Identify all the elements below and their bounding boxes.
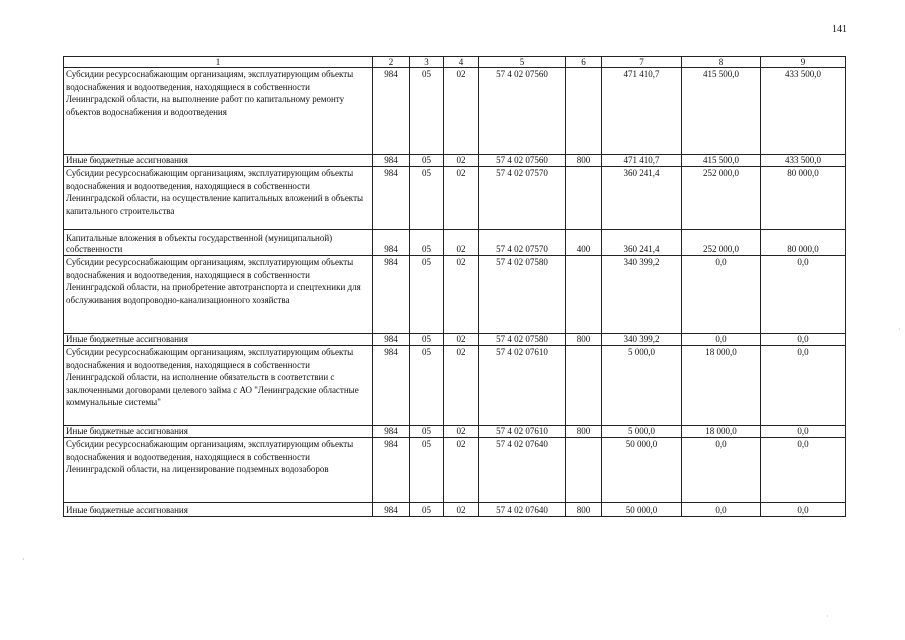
row-description: Иные бюджетные ассигнования — [64, 426, 373, 438]
cell-code: 984 — [373, 167, 410, 230]
budget-table — [63, 56, 846, 517]
scan-speck: · — [898, 325, 901, 334]
row-description: Субсидии ресурсоснабжающим организациям, эксплуатирующим объекты водоснабжения и водоотведения, находящиеся в собственности Ленинградской области, на лицензирование подземных водозаборов — [64, 438, 373, 503]
cell-section: 05 — [410, 503, 444, 517]
cell-amount-3: 80 000,0 — [761, 230, 846, 256]
scan-speck: · — [826, 612, 829, 621]
cell-amount-1: 471 410,7 — [602, 155, 682, 167]
cell-expense-type — [566, 167, 602, 230]
row-description: Иные бюджетные ассигнования — [64, 503, 373, 517]
cell-amount-1: 5 000,0 — [602, 426, 682, 438]
cell-amount-2: 0,0 — [682, 256, 761, 334]
cell-amount-1: 340 399,2 — [602, 334, 682, 346]
cell-amount-2: 415 500,0 — [682, 68, 761, 155]
cell-amount-1: 50 000,0 — [602, 503, 682, 517]
table-row — [64, 438, 846, 503]
cell-amount-2: 0,0 — [682, 438, 761, 503]
cell-section: 05 — [410, 167, 444, 230]
cell-expense-type: 800 — [566, 426, 602, 438]
cell-amount-3: 0,0 — [761, 503, 846, 517]
table-header-row — [64, 57, 846, 68]
cell-expense-type — [566, 68, 602, 155]
column-header: 8 — [682, 57, 761, 68]
row-description: Иные бюджетные ассигнования — [64, 334, 373, 346]
column-header: 6 — [566, 57, 602, 68]
cell-amount-1: 5 000,0 — [602, 346, 682, 426]
column-header: 4 — [444, 57, 479, 68]
table-row — [64, 334, 846, 346]
cell-code: 984 — [373, 426, 410, 438]
cell-expense-type: 400 — [566, 230, 602, 256]
row-description: Субсидии ресурсоснабжающим организациям, эксплуатирующим объекты водоснабжения и водоотведения, находящиеся в собственности Ленинградской области, на исполнение обязательств в соответствии с заключенными договорами целевого займа с АО "Ленинградские областные коммунальные системы" — [64, 346, 373, 426]
column-header: 7 — [602, 57, 682, 68]
cell-amount-2: 252 000,0 — [682, 230, 761, 256]
table-row — [64, 68, 846, 155]
cell-amount-2: 0,0 — [682, 334, 761, 346]
cell-target-article: 57 4 02 07580 — [479, 334, 566, 346]
cell-target-article: 57 4 02 07640 — [479, 438, 566, 503]
cell-amount-3: 0,0 — [761, 346, 846, 426]
cell-amount-3: 80 000,0 — [761, 167, 846, 230]
cell-expense-type: 800 — [566, 155, 602, 167]
column-header: 1 — [64, 57, 373, 68]
cell-amount-2: 415 500,0 — [682, 155, 761, 167]
cell-target-article: 57 4 02 07640 — [479, 503, 566, 517]
cell-code: 984 — [373, 256, 410, 334]
cell-section: 05 — [410, 155, 444, 167]
cell-amount-3: 433 500,0 — [761, 68, 846, 155]
cell-subsection: 02 — [444, 334, 479, 346]
cell-code: 984 — [373, 230, 410, 256]
cell-subsection: 02 — [444, 167, 479, 230]
cell-section: 05 — [410, 346, 444, 426]
cell-section: 05 — [410, 438, 444, 503]
cell-subsection: 02 — [444, 68, 479, 155]
cell-amount-1: 471 410,7 — [602, 68, 682, 155]
table-row — [64, 155, 846, 167]
cell-amount-2: 18 000,0 — [682, 346, 761, 426]
cell-amount-2: 18 000,0 — [682, 426, 761, 438]
cell-code: 984 — [373, 68, 410, 155]
cell-amount-3: 0,0 — [761, 334, 846, 346]
cell-section: 05 — [410, 256, 444, 334]
cell-target-article: 57 4 02 07580 — [479, 256, 566, 334]
column-header: 3 — [410, 57, 444, 68]
cell-code: 984 — [373, 346, 410, 426]
cell-expense-type: 800 — [566, 503, 602, 517]
cell-amount-2: 252 000,0 — [682, 167, 761, 230]
cell-amount-3: 0,0 — [761, 438, 846, 503]
cell-target-article: 57 4 02 07610 — [479, 346, 566, 426]
cell-amount-1: 50 000,0 — [602, 438, 682, 503]
cell-subsection: 02 — [444, 256, 479, 334]
row-description: Субсидии ресурсоснабжающим организациям, эксплуатирующим объекты водоснабжения и водоотведения, находящиеся в собственности Ленинградской области, на приобретение автотранспорта и спецтехники для обслуживания водопроводно-канализационного хозяйства — [64, 256, 373, 334]
cell-amount-3: 433 500,0 — [761, 155, 846, 167]
cell-target-article: 57 4 02 07560 — [479, 68, 566, 155]
column-header: 2 — [373, 57, 410, 68]
cell-target-article: 57 4 02 07560 — [479, 155, 566, 167]
cell-amount-3: 0,0 — [761, 426, 846, 438]
cell-target-article: 57 4 02 07570 — [479, 167, 566, 230]
row-description: Иные бюджетные ассигнования — [64, 155, 373, 167]
cell-section: 05 — [410, 68, 444, 155]
table-row — [64, 503, 846, 517]
cell-subsection: 02 — [444, 155, 479, 167]
table-row — [64, 256, 846, 334]
cell-section: 05 — [410, 230, 444, 256]
cell-code: 984 — [373, 334, 410, 346]
column-header: 5 — [479, 57, 566, 68]
table-row — [64, 346, 846, 426]
cell-subsection: 02 — [444, 503, 479, 517]
table-row — [64, 167, 846, 230]
cell-code: 984 — [373, 155, 410, 167]
cell-code: 984 — [373, 438, 410, 503]
row-description: Субсидии ресурсоснабжающим организациям, эксплуатирующим объекты водоснабжения и водоотведения, находящиеся в собственности Ленинградской области, на выполнение работ по капитальному ремонту объектов водоснабжения и водоотведения — [64, 68, 373, 155]
cell-subsection: 02 — [444, 426, 479, 438]
cell-section: 05 — [410, 426, 444, 438]
cell-section: 05 — [410, 334, 444, 346]
cell-expense-type: 800 — [566, 334, 602, 346]
table-row — [64, 230, 846, 256]
cell-subsection: 02 — [444, 438, 479, 503]
cell-code: 984 — [373, 503, 410, 517]
cell-expense-type — [566, 438, 602, 503]
cell-subsection: 02 — [444, 230, 479, 256]
column-header: 9 — [761, 57, 846, 68]
page-number: 141 — [832, 24, 847, 35]
cell-expense-type — [566, 256, 602, 334]
cell-target-article: 57 4 02 07610 — [479, 426, 566, 438]
scan-speck: · — [22, 555, 25, 564]
cell-amount-1: 360 241,4 — [602, 167, 682, 230]
row-description: Капитальные вложения в объекты государственной (муниципальной) собственности — [64, 230, 373, 256]
cell-expense-type — [566, 346, 602, 426]
table-row — [64, 426, 846, 438]
cell-amount-1: 340 399,2 — [602, 256, 682, 334]
row-description: Субсидии ресурсоснабжающим организациям, эксплуатирующим объекты водоснабжения и водоотведения, находящиеся в собственности Ленинградской области, на осуществление капитальных вложений в объекты капитального строительства — [64, 167, 373, 230]
cell-amount-3: 0,0 — [761, 256, 846, 334]
cell-target-article: 57 4 02 07570 — [479, 230, 566, 256]
cell-amount-1: 360 241,4 — [602, 230, 682, 256]
cell-subsection: 02 — [444, 346, 479, 426]
cell-amount-2: 0,0 — [682, 503, 761, 517]
